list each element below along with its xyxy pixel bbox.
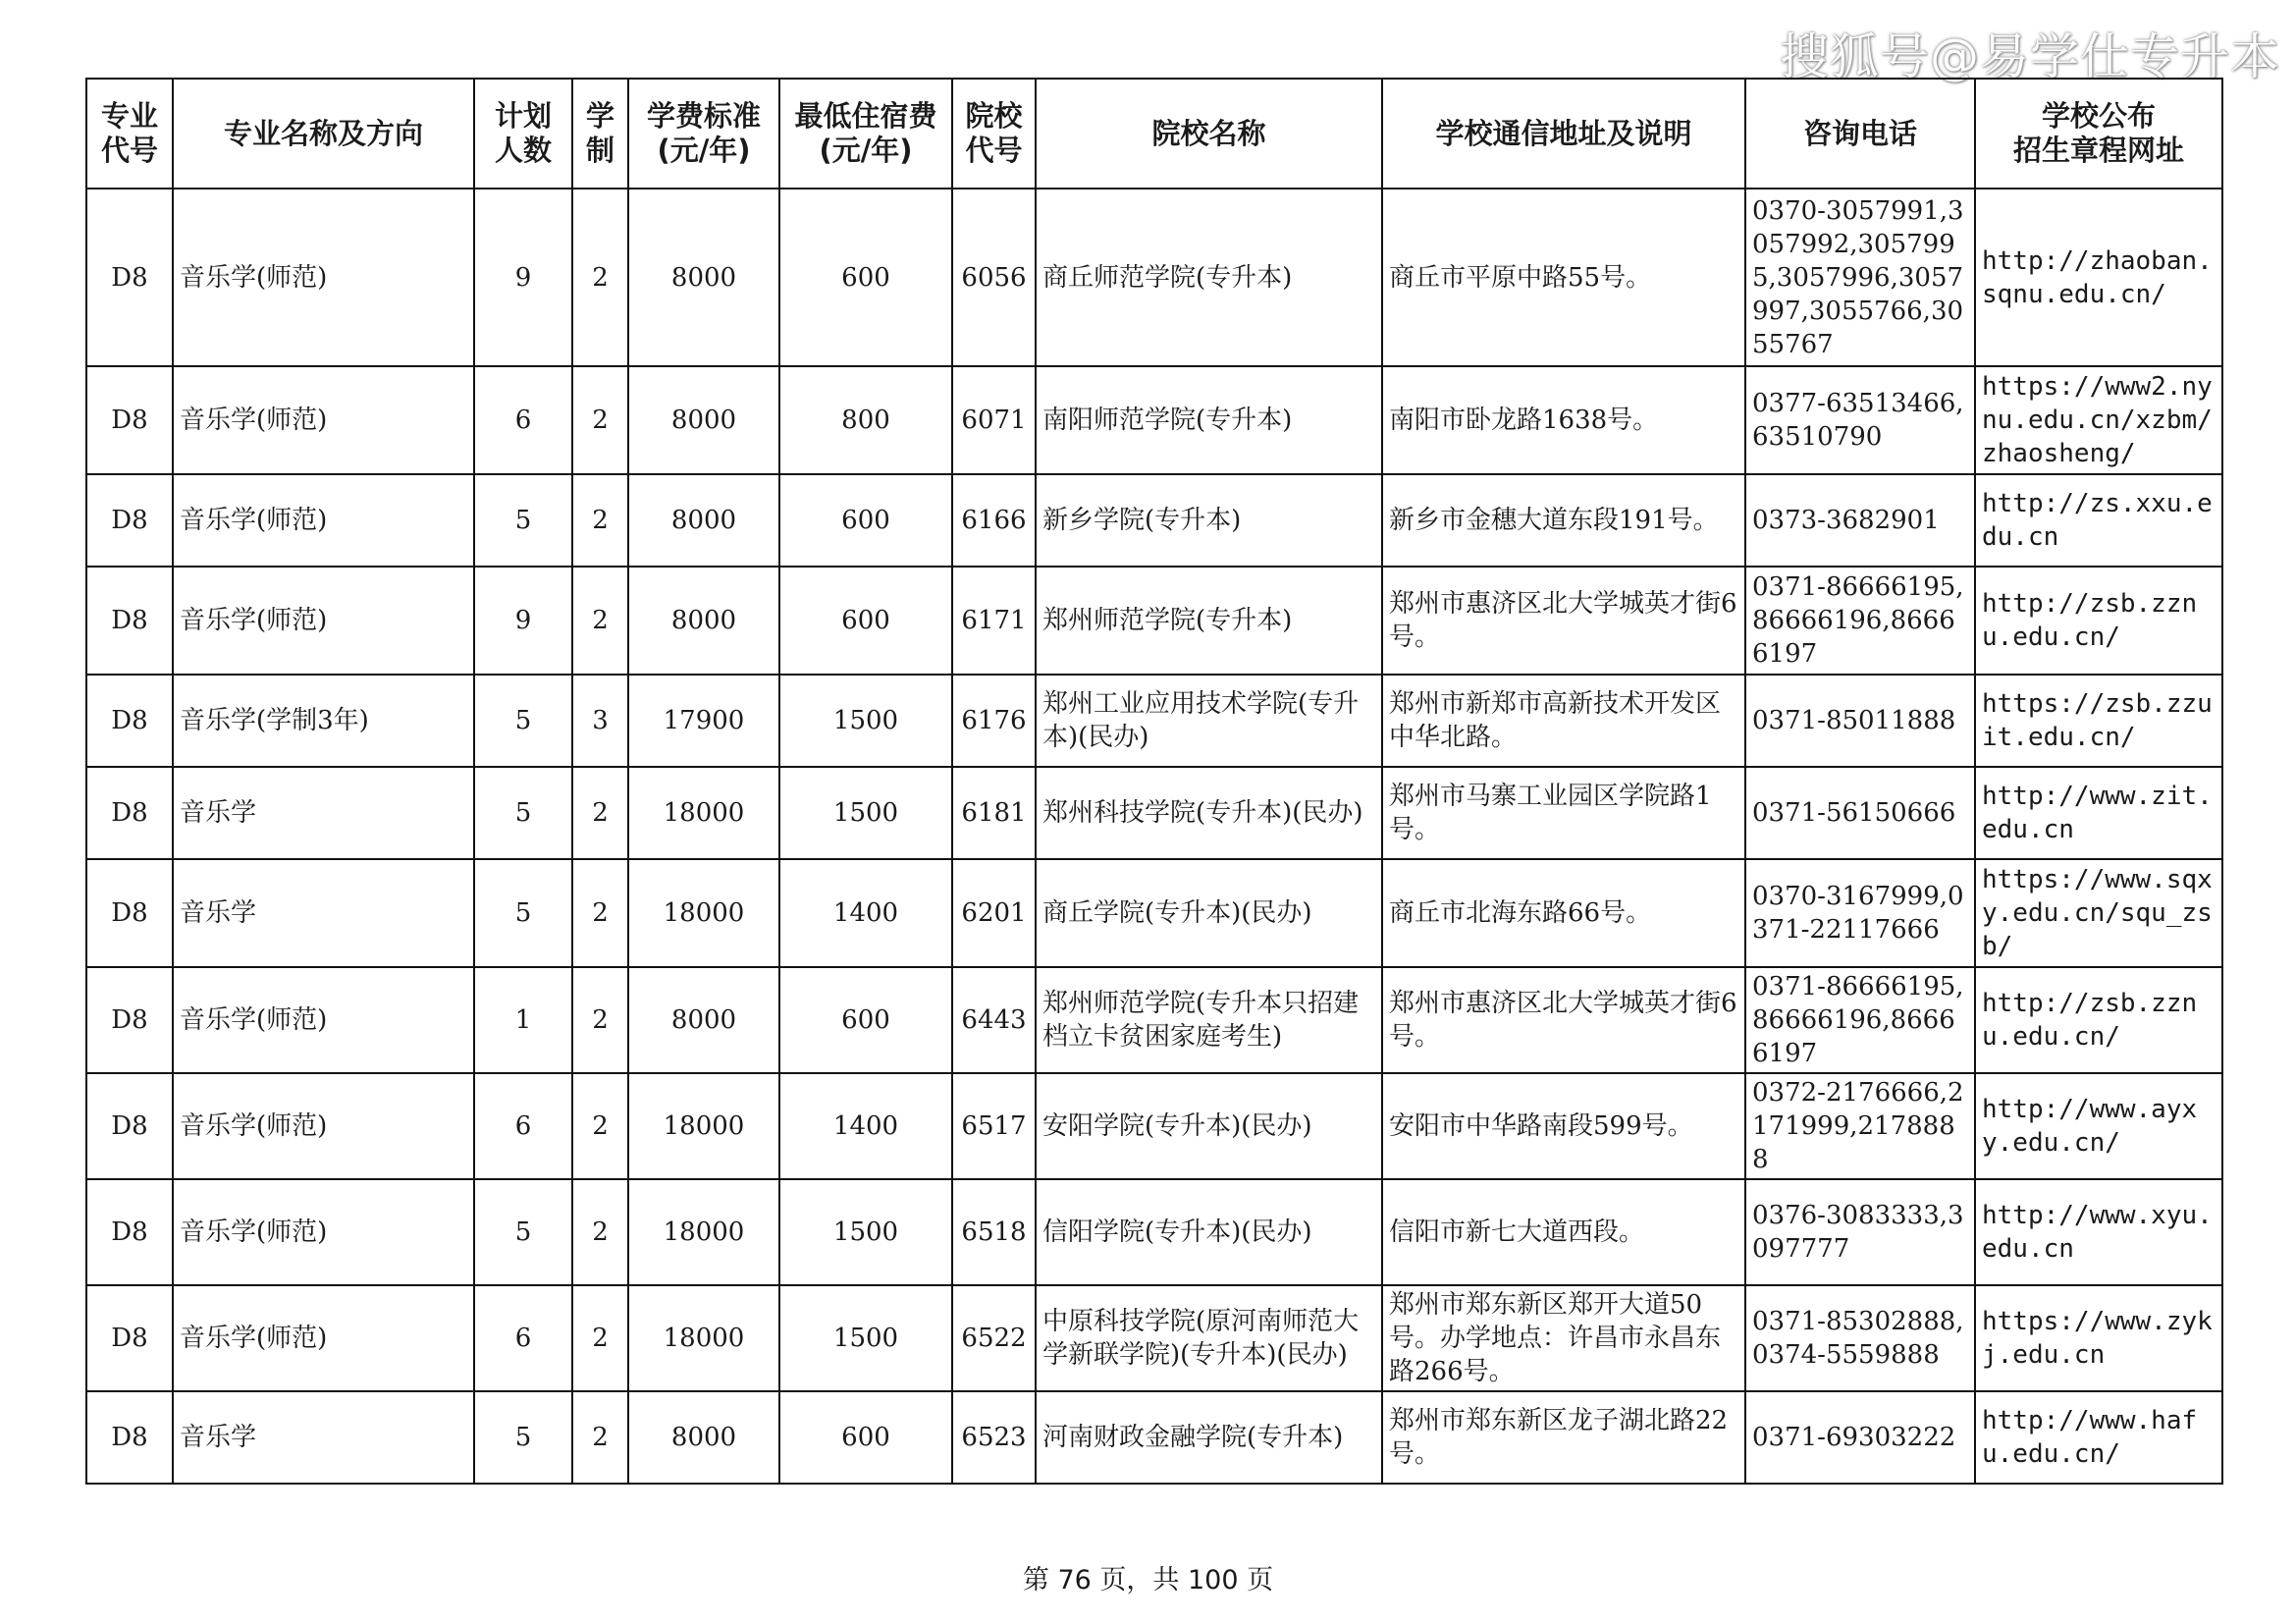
cell-code: D8 xyxy=(86,366,173,474)
cell-url[interactable]: https://www2.nynu.edu.cn/xzbm/zhaosheng/ xyxy=(1975,366,2222,474)
cell-phone: 0371-85302888,0374-5559888 xyxy=(1745,1285,1975,1391)
cell-url[interactable]: http://zsb.zznu.edu.cn/ xyxy=(1975,967,2222,1073)
table-row xyxy=(86,967,2222,1073)
cell-school: 商丘学院(专升本)(民办) xyxy=(1036,859,1382,967)
cell-code: D8 xyxy=(86,1391,173,1484)
cell-major: 音乐学 xyxy=(173,1391,474,1484)
cell-school-code: 6517 xyxy=(952,1073,1036,1179)
header-url: 学校公布 招生章程网址 xyxy=(1975,79,2222,189)
cell-years: 2 xyxy=(572,859,628,967)
cell-plan: 6 xyxy=(474,1073,572,1179)
header-phone: 咨询电话 xyxy=(1745,79,1975,189)
cell-major: 音乐学(师范) xyxy=(173,567,474,675)
table-row xyxy=(86,675,2222,767)
cell-dorm: 1500 xyxy=(779,767,952,859)
cell-school-code: 6176 xyxy=(952,675,1036,767)
cell-years: 2 xyxy=(572,1391,628,1484)
cell-major: 音乐学(师范) xyxy=(173,474,474,567)
cell-phone: 0372-2176666,2171999,2178888 xyxy=(1745,1073,1975,1179)
cell-plan: 5 xyxy=(474,474,572,567)
watermark: 搜狐号@易学仕专升本 xyxy=(1780,28,2280,85)
cell-dorm: 600 xyxy=(779,567,952,675)
cell-years: 2 xyxy=(572,1073,628,1179)
cell-code: D8 xyxy=(86,1073,173,1179)
cell-address: 郑州市惠济区北大学城英才街6号。 xyxy=(1382,567,1745,675)
cell-address: 安阳市中华路南段599号。 xyxy=(1382,1073,1745,1179)
cell-phone: 0371-69303222 xyxy=(1745,1391,1975,1484)
cell-dorm: 800 xyxy=(779,366,952,474)
table-row xyxy=(86,567,2222,675)
cell-dorm: 1500 xyxy=(779,1179,952,1285)
table-row xyxy=(86,474,2222,567)
cell-years: 2 xyxy=(572,967,628,1073)
cell-plan: 9 xyxy=(474,189,572,366)
cell-address: 信阳市新七大道西段。 xyxy=(1382,1179,1745,1285)
cell-fee: 18000 xyxy=(628,1179,779,1285)
cell-plan: 6 xyxy=(474,1285,572,1391)
cell-major: 音乐学(师范) xyxy=(173,1073,474,1179)
table-row xyxy=(86,1285,2222,1391)
cell-years: 2 xyxy=(572,767,628,859)
table-row xyxy=(86,366,2222,474)
cell-school-code: 6522 xyxy=(952,1285,1036,1391)
header-code: 专业 代号 xyxy=(86,79,173,189)
cell-url[interactable]: http://www.zit.edu.cn xyxy=(1975,767,2222,859)
cell-dorm: 600 xyxy=(779,1391,952,1484)
table-row xyxy=(86,189,2222,366)
header-school-code: 院校 代号 xyxy=(952,79,1036,189)
cell-fee: 8000 xyxy=(628,474,779,567)
page-footer: 第 76 页，共 100 页 xyxy=(1022,1565,1274,1596)
cell-fee: 8000 xyxy=(628,366,779,474)
cell-address: 商丘市北海东路66号。 xyxy=(1382,859,1745,967)
cell-code: D8 xyxy=(86,474,173,567)
cell-address: 郑州市马寨工业园区学院路1号。 xyxy=(1382,767,1745,859)
cell-school: 郑州师范学院(专升本只招建档立卡贫困家庭考生) xyxy=(1036,967,1382,1073)
cell-address: 新乡市金穗大道东段191号。 xyxy=(1382,474,1745,567)
table-row xyxy=(86,767,2222,859)
cell-address: 商丘市平原中路55号。 xyxy=(1382,189,1745,366)
header-dorm: 最低住宿费 (元/年) xyxy=(779,79,952,189)
cell-school: 信阳学院(专升本)(民办) xyxy=(1036,1179,1382,1285)
cell-address: 郑州市郑东新区龙子湖北路22号。 xyxy=(1382,1391,1745,1484)
cell-school-code: 6181 xyxy=(952,767,1036,859)
cell-phone: 0371-85011888 xyxy=(1745,675,1975,767)
cell-code: D8 xyxy=(86,859,173,967)
cell-phone: 0371-86666195,86666196,86666197 xyxy=(1745,567,1975,675)
cell-phone: 0370-3167999,0371-22117666 xyxy=(1745,859,1975,967)
cell-fee: 8000 xyxy=(628,1391,779,1484)
cell-major: 音乐学 xyxy=(173,859,474,967)
cell-major: 音乐学(师范) xyxy=(173,189,474,366)
table-row xyxy=(86,859,2222,967)
cell-phone: 0376-3083333,3097777 xyxy=(1745,1179,1975,1285)
cell-address: 郑州市郑东新区郑开大道50号。办学地点：许昌市永昌东路266号。 xyxy=(1382,1285,1745,1391)
cell-school: 安阳学院(专升本)(民办) xyxy=(1036,1073,1382,1179)
cell-years: 2 xyxy=(572,474,628,567)
cell-dorm: 600 xyxy=(779,967,952,1073)
cell-fee: 8000 xyxy=(628,189,779,366)
cell-plan: 5 xyxy=(474,1179,572,1285)
cell-phone: 0373-3682901 xyxy=(1745,474,1975,567)
cell-code: D8 xyxy=(86,767,173,859)
cell-address: 南阳市卧龙路1638号。 xyxy=(1382,366,1745,474)
cell-school: 南阳师范学院(专升本) xyxy=(1036,366,1382,474)
cell-phone: 0370-3057991,3057992,3057995,3057996,3057997,3055766,3055767 xyxy=(1745,189,1975,366)
cell-school: 新乡学院(专升本) xyxy=(1036,474,1382,567)
cell-dorm: 1500 xyxy=(779,675,952,767)
header-address: 学校通信地址及说明 xyxy=(1382,79,1745,189)
cell-plan: 5 xyxy=(474,767,572,859)
cell-school: 郑州工业应用技术学院(专升本)(民办) xyxy=(1036,675,1382,767)
cell-major: 音乐学(师范) xyxy=(173,967,474,1073)
cell-school-code: 6171 xyxy=(952,567,1036,675)
cell-plan: 6 xyxy=(474,366,572,474)
cell-dorm: 600 xyxy=(779,474,952,567)
cell-fee: 18000 xyxy=(628,859,779,967)
cell-school: 郑州科技学院(专升本)(民办) xyxy=(1036,767,1382,859)
table-row xyxy=(86,1073,2222,1179)
cell-url[interactable]: http://zs.xxu.edu.cn xyxy=(1975,474,2222,567)
cell-url[interactable]: http://www.xyu.edu.cn xyxy=(1975,1179,2222,1285)
cell-years: 2 xyxy=(572,1285,628,1391)
cell-dorm: 1400 xyxy=(779,1073,952,1179)
cell-url[interactable]: http://zsb.zznu.edu.cn/ xyxy=(1975,567,2222,675)
cell-url[interactable]: https://www.sqxy.edu.cn/squ_zsb/ xyxy=(1975,859,2222,967)
cell-major: 音乐学(师范) xyxy=(173,366,474,474)
cell-url[interactable]: http://zhaoban.sqnu.edu.cn/ xyxy=(1975,189,2222,366)
cell-code: D8 xyxy=(86,1285,173,1391)
header-major: 专业名称及方向 xyxy=(173,79,474,189)
cell-phone: 0377-63513466,63510790 xyxy=(1745,366,1975,474)
header-fee: 学费标准 (元/年) xyxy=(628,79,779,189)
cell-code: D8 xyxy=(86,675,173,767)
cell-school-code: 6518 xyxy=(952,1179,1036,1285)
cell-url[interactable]: https://zsb.zzuit.edu.cn/ xyxy=(1975,675,2222,767)
cell-years: 2 xyxy=(572,567,628,675)
cell-phone: 0371-86666195,86666196,86666197 xyxy=(1745,967,1975,1073)
cell-fee: 8000 xyxy=(628,567,779,675)
cell-plan: 5 xyxy=(474,675,572,767)
cell-fee: 8000 xyxy=(628,967,779,1073)
cell-years: 2 xyxy=(572,1179,628,1285)
cell-dorm: 600 xyxy=(779,189,952,366)
header-years: 学 制 xyxy=(572,79,628,189)
cell-fee: 17900 xyxy=(628,675,779,767)
cell-years: 2 xyxy=(572,366,628,474)
cell-school-code: 6201 xyxy=(952,859,1036,967)
cell-school-code: 6443 xyxy=(952,967,1036,1073)
cell-major: 音乐学 xyxy=(173,767,474,859)
cell-code: D8 xyxy=(86,967,173,1073)
cell-dorm: 1500 xyxy=(779,1285,952,1391)
cell-code: D8 xyxy=(86,567,173,675)
cell-url[interactable]: http://www.ayxy.edu.cn/ xyxy=(1975,1073,2222,1179)
cell-school: 商丘师范学院(专升本) xyxy=(1036,189,1382,366)
cell-plan: 1 xyxy=(474,967,572,1073)
cell-school-code: 6523 xyxy=(952,1391,1036,1484)
cell-plan: 5 xyxy=(474,1391,572,1484)
cell-fee: 18000 xyxy=(628,767,779,859)
cell-code: D8 xyxy=(86,1179,173,1285)
table-row xyxy=(86,1391,2222,1484)
admissions-table xyxy=(85,78,2223,1485)
cell-major: 音乐学(师范) xyxy=(173,1179,474,1285)
cell-school: 中原科技学院(原河南师范大学新联学院)(专升本)(民办) xyxy=(1036,1285,1382,1391)
cell-school: 河南财政金融学院(专升本) xyxy=(1036,1391,1382,1484)
cell-phone: 0371-56150666 xyxy=(1745,767,1975,859)
cell-major: 音乐学(师范) xyxy=(173,1285,474,1391)
cell-code: D8 xyxy=(86,189,173,366)
header-school: 院校名称 xyxy=(1036,79,1382,189)
cell-plan: 9 xyxy=(474,567,572,675)
cell-school-code: 6056 xyxy=(952,189,1036,366)
cell-dorm: 1400 xyxy=(779,859,952,967)
cell-fee: 18000 xyxy=(628,1285,779,1391)
header-plan: 计划 人数 xyxy=(474,79,572,189)
cell-years: 3 xyxy=(572,675,628,767)
cell-address: 郑州市新郑市高新技术开发区中华北路。 xyxy=(1382,675,1745,767)
cell-plan: 5 xyxy=(474,859,572,967)
cell-major: 音乐学(学制3年) xyxy=(173,675,474,767)
cell-url[interactable]: https://www.zykj.edu.cn xyxy=(1975,1285,2222,1391)
cell-address: 郑州市惠济区北大学城英才街6号。 xyxy=(1382,967,1745,1073)
cell-school: 郑州师范学院(专升本) xyxy=(1036,567,1382,675)
header-row xyxy=(86,79,2222,189)
cell-years: 2 xyxy=(572,189,628,366)
cell-school-code: 6071 xyxy=(952,366,1036,474)
table-row xyxy=(86,1179,2222,1285)
cell-url[interactable]: http://www.hafu.edu.cn/ xyxy=(1975,1391,2222,1484)
cell-school-code: 6166 xyxy=(952,474,1036,567)
cell-fee: 18000 xyxy=(628,1073,779,1179)
